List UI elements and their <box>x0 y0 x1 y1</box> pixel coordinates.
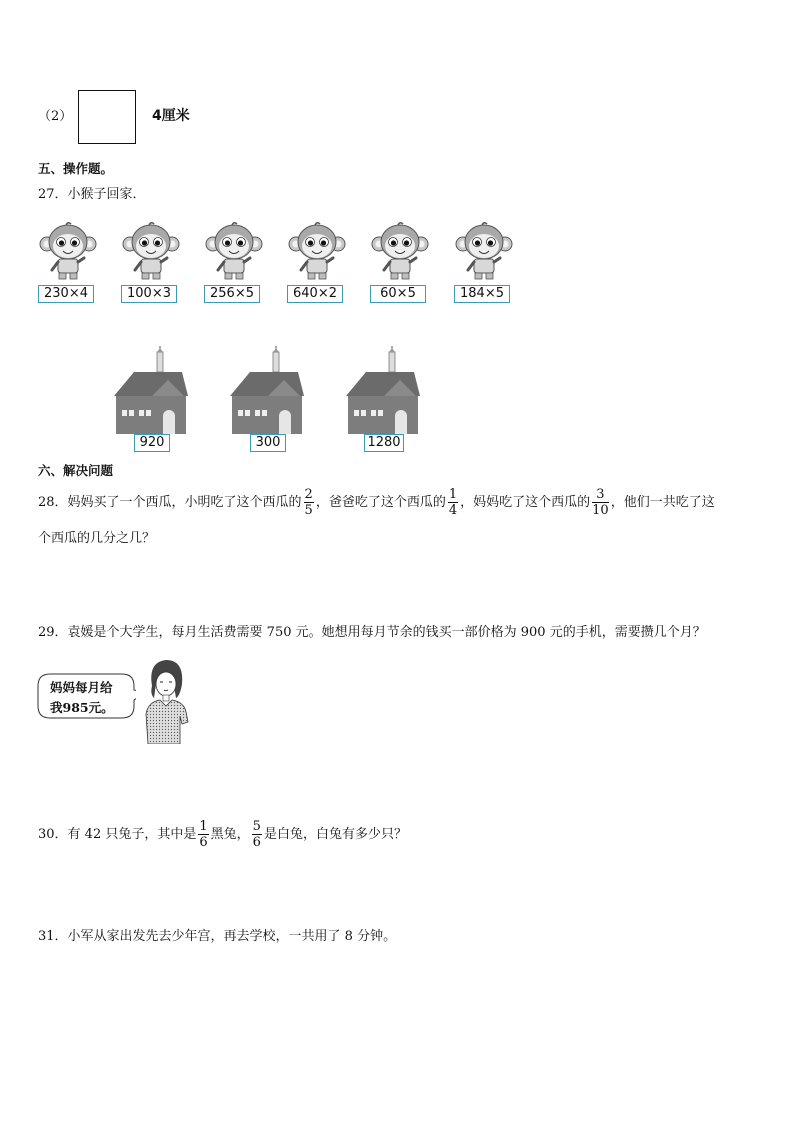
fraction: $\frac{2}{5}$ <box>304 487 313 518</box>
house-number-box: 920 <box>134 434 170 452</box>
section-5-title: 五、操作题。 <box>38 161 114 176</box>
question-30-text: 黑兔， <box>210 827 250 842</box>
question-28-text: 28．妈妈买了一个西瓜，小明吃了这个西瓜的 <box>38 495 302 510</box>
fraction: $\frac{1}{4}$ <box>448 487 458 518</box>
question-27-text: 27．小猴子回家． <box>38 187 146 202</box>
formula-box: 256×5 <box>204 285 260 303</box>
monkey-icon <box>370 222 430 282</box>
square-figure <box>78 90 136 144</box>
question-28-line-2: 个西瓜的几分之几？ <box>38 531 156 546</box>
question-30-text: 是白兔，白兔有多少只？ <box>263 827 407 842</box>
item-number: （2） <box>38 109 73 124</box>
question-30-text: 30．有 42 只兔子，其中是 <box>38 827 197 842</box>
formula-box: 100×3 <box>121 285 177 303</box>
fraction: $\frac{5}{6}$ <box>252 819 261 850</box>
speech-bubble-line: 妈妈每月给 <box>50 680 113 695</box>
fraction: $\frac{1}{6}$ <box>199 819 208 850</box>
house-icon <box>112 346 188 434</box>
house-icon <box>228 346 304 434</box>
monkey-icon <box>287 222 347 282</box>
house-icon <box>344 346 420 434</box>
speech-bubble-text <box>50 678 134 718</box>
side-length-label: 4厘米 <box>152 108 190 124</box>
question-28-text: ，爸爸吃了这个西瓜的 <box>315 495 446 510</box>
question-28-text: ，妈妈吃了这个西瓜的 <box>460 495 591 510</box>
monkey-icon <box>204 222 264 282</box>
formula-box: 230×4 <box>38 285 94 303</box>
house-number-box: 1280 <box>364 434 404 452</box>
question-29-text: 29．袁媛是个大学生，每月生活费需要 750 元。她想用每月节余的钱买一部价格为 900 元的手机，需要攒几个月？ <box>38 625 706 640</box>
monkey-icon <box>38 222 98 282</box>
fraction: $\frac{3}{10}$ <box>592 487 609 518</box>
question-30-line <box>38 816 407 854</box>
house-number-box: 300 <box>250 434 286 452</box>
formula-box: 60×5 <box>370 285 426 303</box>
monkey-icon <box>121 222 181 282</box>
formula-box: 184×5 <box>454 285 510 303</box>
formula-box: 640×2 <box>287 285 343 303</box>
question-31-text: 31．小军从家出发先去少年宫，再去学校，一共用了 8 分钟。 <box>38 929 397 944</box>
girl-illustration <box>140 656 190 744</box>
question-28-line-1 <box>38 484 715 522</box>
monkey-icon <box>454 222 514 282</box>
speech-bubble-line: 我985元。 <box>50 700 114 715</box>
section-6-title: 六、解决问题 <box>38 463 114 478</box>
question-28-text: ，他们一共吃了这 <box>610 495 715 510</box>
